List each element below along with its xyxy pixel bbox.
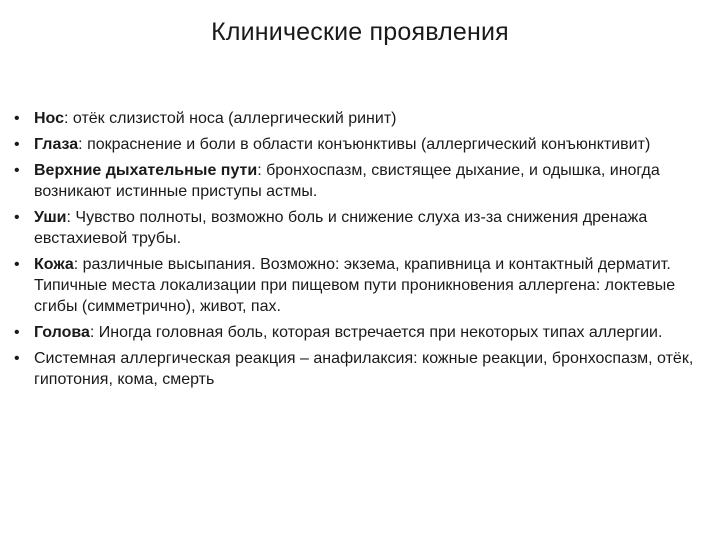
item-text: : покраснение и боли в области конъюнктивы (аллергический конъюнктивит) [78,136,651,153]
item-term: Верхние дыхательные пути [34,162,258,179]
bullet-icon: • [14,162,20,179]
list-item [14,134,694,155]
item-term: Голова [34,324,90,341]
item-text: : бронхоспазм, свистящее дыхание, и одышка, иногда возникают истинные приступы астмы. [34,162,660,200]
bullet-icon: • [14,209,20,226]
list-item [14,348,694,390]
bullet-list [14,108,694,395]
list-item [14,322,694,343]
slide-title: Клинические проявления [211,18,509,46]
item-term: Глаза [34,136,79,153]
item-text: Системная аллергическая реакция – анафилаксия: кожные реакции, бронхоспазм, отёк, гипотония, кома, смерть [34,350,694,388]
list-item [14,254,694,317]
bullet-icon: • [14,110,20,127]
item-term: Нос [34,110,65,127]
bullet-icon: • [14,350,20,367]
list-item [14,108,694,129]
item-text: : отёк слизистой носа (аллергический ринит) [64,110,397,127]
item-term: Кожа [34,256,74,273]
item-term: Уши [34,209,67,226]
item-text: : Иногда головная боль, которая встречается при некоторых типах аллергии. [89,324,663,341]
list-item [14,207,694,249]
bullet-icon: • [14,324,20,341]
item-text: : Чувство полноты, возможно боль и снижение слуха из-за снижения дренажа евстахиевой трубы. [34,209,648,247]
item-text: : различные высыпания. Возможно: экзема, крапивница и контактный дерматит. Типичные места локализации при пищевом пути проникновения аллергена: локтевые сгибы (симметрично), живот, пах. [34,256,676,315]
bullet-icon: • [14,256,20,273]
list-item [14,160,694,202]
bullet-icon: • [14,136,20,153]
